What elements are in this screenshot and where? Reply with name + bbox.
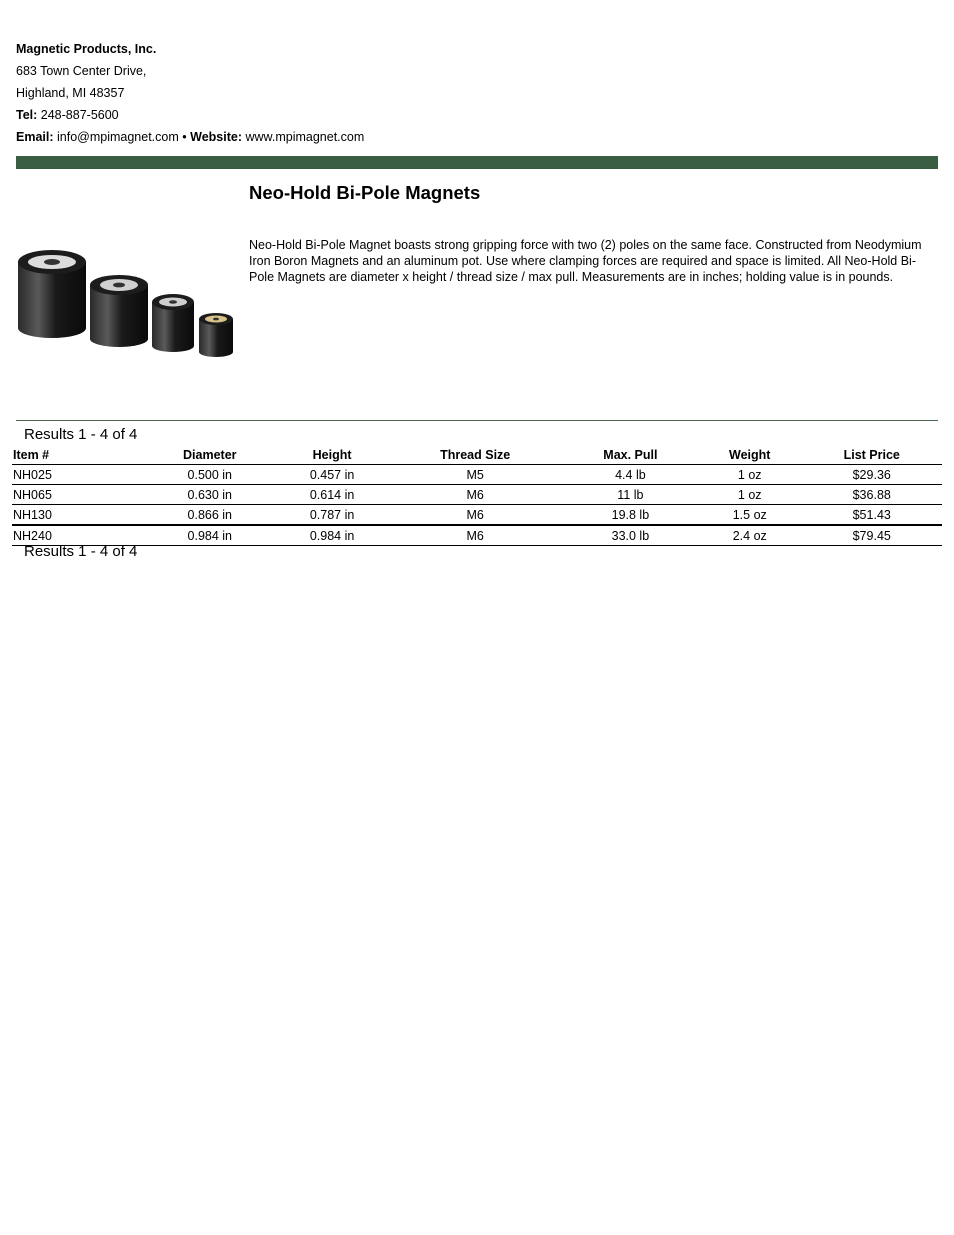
item-number[interactable]: NH065 xyxy=(12,485,143,505)
tel-label: Tel: xyxy=(16,108,38,122)
item-number[interactable]: NH025 xyxy=(12,465,143,485)
diameter: 0.866 in xyxy=(143,505,277,526)
col-weight: Weight xyxy=(698,446,801,465)
company-info xyxy=(16,38,364,148)
diameter: 0.984 in xyxy=(143,525,277,546)
max-pull: 33.0 lb xyxy=(563,525,698,546)
thread-size: M6 xyxy=(388,525,563,546)
thread-size: M5 xyxy=(388,465,563,485)
weight: 1 oz xyxy=(698,465,801,485)
magnet-product-photo xyxy=(14,244,236,360)
table-row xyxy=(12,525,942,546)
email-label: Email: xyxy=(16,130,54,144)
height: 0.457 in xyxy=(277,465,388,485)
weight: 1 oz xyxy=(698,485,801,505)
company-phone xyxy=(16,104,364,126)
col-max-pull: Max. Pull xyxy=(563,446,698,465)
product-title: Neo-Hold Bi-Pole Magnets xyxy=(249,182,481,203)
email-value[interactable]: info@mpimagnet.com xyxy=(57,130,179,144)
company-address-line2: Highland, MI 48357 xyxy=(16,86,125,100)
table-row xyxy=(12,505,942,526)
weight: 1.5 oz xyxy=(698,505,801,526)
diameter: 0.630 in xyxy=(143,485,277,505)
section-divider xyxy=(16,420,938,421)
col-height: Height xyxy=(277,446,388,465)
height: 0.614 in xyxy=(277,485,388,505)
item-number[interactable]: NH130 xyxy=(12,505,143,526)
weight: 2.4 oz xyxy=(698,525,801,546)
product-description: Neo-Hold Bi-Pole Magnet boasts strong gripping force with two (2) poles on the same face. Constructed from Neodymium Iron Boron Magnets and an aluminum pot. Use where clamping forces are required and space is limited. All Neo-Hold Bi-Pole Magnets are diameter x height / thread size / max pull. Measurements are in inches; holding value is in pounds. xyxy=(249,238,922,284)
website-value[interactable]: www.mpimagnet.com xyxy=(245,130,365,144)
list-price: $36.88 xyxy=(801,485,942,505)
table-row xyxy=(12,485,942,505)
thread-size: M6 xyxy=(388,505,563,526)
table-header-row xyxy=(12,446,942,465)
table-row xyxy=(12,465,942,485)
item-number[interactable]: NH240 xyxy=(12,525,143,546)
contact-separator: • xyxy=(182,130,187,144)
max-pull: 11 lb xyxy=(563,485,698,505)
company-contact xyxy=(16,126,364,148)
list-price: $29.36 xyxy=(801,465,942,485)
max-pull: 19.8 lb xyxy=(563,505,698,526)
results-count-bottom: Results 1 - 4 of 4 xyxy=(24,543,138,560)
list-price: $79.45 xyxy=(801,525,942,546)
results-count-top: Results 1 - 4 of 4 xyxy=(24,426,138,443)
thread-size: M6 xyxy=(388,485,563,505)
diameter: 0.500 in xyxy=(143,465,277,485)
product-table xyxy=(12,446,942,546)
col-diameter: Diameter xyxy=(143,446,277,465)
max-pull: 4.4 lb xyxy=(563,465,698,485)
col-item: Item # xyxy=(12,446,143,465)
header-divider-bar xyxy=(16,156,938,169)
company-address-line1: 683 Town Center Drive, xyxy=(16,64,147,78)
list-price: $51.43 xyxy=(801,505,942,526)
col-list-price: List Price xyxy=(801,446,942,465)
company-name: Magnetic Products, Inc. xyxy=(16,42,157,56)
tel-value: 248-887-5600 xyxy=(40,108,119,122)
height: 0.984 in xyxy=(277,525,388,546)
height: 0.787 in xyxy=(277,505,388,526)
col-thread-size: Thread Size xyxy=(388,446,563,465)
website-label: Website: xyxy=(190,130,242,144)
